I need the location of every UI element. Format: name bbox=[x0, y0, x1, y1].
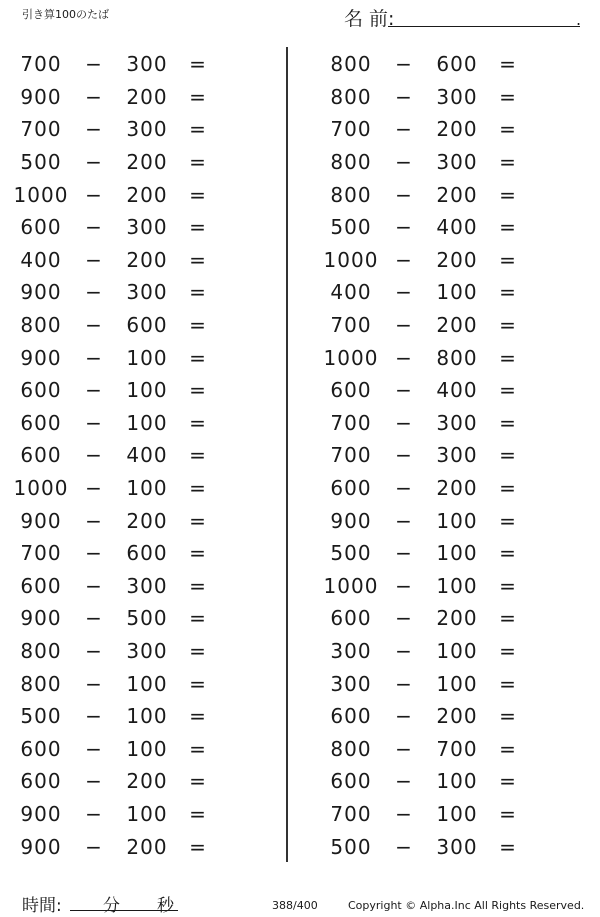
problem-row bbox=[10, 798, 250, 831]
minus-sign: − bbox=[395, 378, 413, 403]
subtrahend: 200 bbox=[436, 313, 478, 338]
equals-sign: = bbox=[189, 150, 207, 175]
equals-sign: = bbox=[499, 801, 517, 826]
minuend: 600 bbox=[330, 606, 372, 631]
minuend: 1000 bbox=[13, 476, 69, 501]
minuend: 600 bbox=[20, 378, 62, 403]
minus-sign: − bbox=[395, 52, 413, 77]
minuend: 600 bbox=[330, 378, 372, 403]
minuend: 600 bbox=[20, 736, 62, 761]
copyright-text: Copyright © Alpha.Inc All Rights Reserved. bbox=[348, 899, 585, 912]
subtrahend: 300 bbox=[126, 215, 168, 240]
equals-sign: = bbox=[189, 117, 207, 142]
minus-sign: − bbox=[85, 671, 103, 696]
minuend: 900 bbox=[20, 508, 62, 533]
minuend: 900 bbox=[20, 84, 62, 109]
equals-sign: = bbox=[499, 150, 517, 175]
equals-sign: = bbox=[499, 573, 517, 598]
problem-row bbox=[10, 146, 250, 179]
minus-sign: − bbox=[85, 476, 103, 501]
equals-sign: = bbox=[189, 52, 207, 77]
minuend: 600 bbox=[20, 769, 62, 794]
problem-row bbox=[320, 504, 560, 537]
subtrahend: 300 bbox=[126, 280, 168, 305]
subtrahend: 100 bbox=[436, 801, 478, 826]
minus-sign: − bbox=[85, 247, 103, 272]
problem-row bbox=[320, 472, 560, 505]
minus-sign: − bbox=[85, 638, 103, 663]
equals-sign: = bbox=[189, 476, 207, 501]
minuend: 500 bbox=[330, 541, 372, 566]
problem-row bbox=[320, 570, 560, 603]
problem-row bbox=[10, 276, 250, 309]
minus-sign: − bbox=[395, 736, 413, 761]
problem-row bbox=[320, 276, 560, 309]
minus-sign: − bbox=[85, 541, 103, 566]
problem-row bbox=[320, 439, 560, 472]
equals-sign: = bbox=[189, 345, 207, 370]
equals-sign: = bbox=[499, 443, 517, 468]
subtrahend: 300 bbox=[436, 443, 478, 468]
subtrahend: 300 bbox=[436, 834, 478, 859]
equals-sign: = bbox=[189, 182, 207, 207]
minuend: 700 bbox=[330, 117, 372, 142]
problem-row bbox=[10, 667, 250, 700]
minuend: 1000 bbox=[323, 247, 379, 272]
subtrahend: 200 bbox=[436, 606, 478, 631]
equals-sign: = bbox=[189, 769, 207, 794]
seconds-label: 秒 bbox=[157, 896, 174, 916]
problem-row bbox=[10, 570, 250, 603]
minus-sign: − bbox=[85, 117, 103, 142]
minuend: 800 bbox=[330, 84, 372, 109]
subtrahend: 100 bbox=[436, 508, 478, 533]
subtrahend: 200 bbox=[436, 182, 478, 207]
problem-row bbox=[320, 374, 560, 407]
subtrahend: 100 bbox=[436, 541, 478, 566]
name-field-line[interactable] bbox=[388, 26, 580, 27]
equals-sign: = bbox=[189, 280, 207, 305]
problem-row bbox=[320, 537, 560, 570]
subtrahend: 600 bbox=[436, 52, 478, 77]
minus-sign: − bbox=[395, 573, 413, 598]
minus-sign: − bbox=[85, 280, 103, 305]
subtrahend: 100 bbox=[126, 671, 168, 696]
problem-row bbox=[320, 81, 560, 114]
subtrahend: 300 bbox=[126, 638, 168, 663]
subtrahend: 200 bbox=[126, 508, 168, 533]
minuend: 800 bbox=[330, 52, 372, 77]
minuend: 600 bbox=[20, 443, 62, 468]
minuend: 700 bbox=[20, 52, 62, 77]
subtrahend: 200 bbox=[126, 834, 168, 859]
subtrahend: 700 bbox=[436, 736, 478, 761]
minus-sign: − bbox=[85, 443, 103, 468]
minus-sign: − bbox=[395, 84, 413, 109]
minuend: 1000 bbox=[13, 182, 69, 207]
minuend: 700 bbox=[20, 117, 62, 142]
subtrahend: 100 bbox=[436, 573, 478, 598]
problem-row bbox=[10, 732, 250, 765]
right-problem-column bbox=[320, 48, 560, 863]
worksheet-title: 引き算100のたば bbox=[22, 8, 109, 21]
problem-row bbox=[320, 48, 560, 81]
column-divider bbox=[286, 47, 288, 862]
problem-row bbox=[10, 830, 250, 863]
equals-sign: = bbox=[499, 52, 517, 77]
equals-sign: = bbox=[499, 345, 517, 370]
minuend: 600 bbox=[330, 476, 372, 501]
minuend: 400 bbox=[20, 247, 62, 272]
subtrahend: 800 bbox=[436, 345, 478, 370]
problem-row bbox=[320, 635, 560, 668]
minus-sign: − bbox=[85, 150, 103, 175]
equals-sign: = bbox=[499, 215, 517, 240]
minus-sign: − bbox=[395, 247, 413, 272]
subtrahend: 100 bbox=[436, 638, 478, 663]
minuend: 1000 bbox=[323, 345, 379, 370]
minuend: 300 bbox=[330, 671, 372, 696]
minus-sign: − bbox=[85, 52, 103, 77]
time-label: 時間: bbox=[22, 896, 62, 916]
minuend: 900 bbox=[20, 345, 62, 370]
subtrahend: 200 bbox=[436, 704, 478, 729]
subtrahend: 200 bbox=[126, 150, 168, 175]
page-number: 388/400 bbox=[272, 899, 318, 912]
problem-row bbox=[320, 341, 560, 374]
minuend: 900 bbox=[20, 801, 62, 826]
minus-sign: − bbox=[395, 182, 413, 207]
name-end-mark: . bbox=[576, 10, 582, 29]
equals-sign: = bbox=[499, 834, 517, 859]
problem-row bbox=[320, 830, 560, 863]
minus-sign: − bbox=[395, 410, 413, 435]
equals-sign: = bbox=[189, 736, 207, 761]
problem-row bbox=[10, 374, 250, 407]
equals-sign: = bbox=[499, 313, 517, 338]
minus-sign: − bbox=[395, 834, 413, 859]
problem-row bbox=[320, 146, 560, 179]
minuend: 800 bbox=[20, 638, 62, 663]
left-problem-column bbox=[10, 48, 250, 863]
minuend: 900 bbox=[20, 280, 62, 305]
minus-sign: − bbox=[395, 215, 413, 240]
minuend: 700 bbox=[20, 541, 62, 566]
equals-sign: = bbox=[189, 313, 207, 338]
minuend: 500 bbox=[20, 704, 62, 729]
subtrahend: 200 bbox=[126, 769, 168, 794]
minus-sign: − bbox=[395, 508, 413, 533]
equals-sign: = bbox=[189, 508, 207, 533]
equals-sign: = bbox=[189, 443, 207, 468]
subtrahend: 200 bbox=[126, 84, 168, 109]
problem-row bbox=[10, 602, 250, 635]
problem-row bbox=[10, 472, 250, 505]
equals-sign: = bbox=[499, 671, 517, 696]
equals-sign: = bbox=[189, 410, 207, 435]
subtrahend: 300 bbox=[436, 410, 478, 435]
minus-sign: − bbox=[85, 378, 103, 403]
equals-sign: = bbox=[189, 606, 207, 631]
subtrahend: 200 bbox=[126, 182, 168, 207]
subtrahend: 300 bbox=[436, 84, 478, 109]
minus-sign: − bbox=[395, 313, 413, 338]
subtrahend: 200 bbox=[436, 247, 478, 272]
subtrahend: 600 bbox=[126, 313, 168, 338]
subtrahend: 400 bbox=[436, 378, 478, 403]
problem-row bbox=[10, 439, 250, 472]
problem-row bbox=[10, 765, 250, 798]
problem-row bbox=[320, 211, 560, 244]
problem-row bbox=[320, 732, 560, 765]
minus-sign: − bbox=[85, 704, 103, 729]
equals-sign: = bbox=[499, 736, 517, 761]
equals-sign: = bbox=[499, 84, 517, 109]
problem-row bbox=[10, 244, 250, 277]
name-label: 名 前: bbox=[344, 8, 395, 30]
subtrahend: 200 bbox=[436, 117, 478, 142]
minuend: 900 bbox=[330, 508, 372, 533]
minus-sign: − bbox=[85, 769, 103, 794]
equals-sign: = bbox=[499, 247, 517, 272]
minuend: 600 bbox=[330, 704, 372, 729]
minus-sign: − bbox=[395, 704, 413, 729]
subtrahend: 100 bbox=[436, 671, 478, 696]
equals-sign: = bbox=[189, 704, 207, 729]
subtrahend: 100 bbox=[436, 769, 478, 794]
equals-sign: = bbox=[499, 410, 517, 435]
equals-sign: = bbox=[499, 704, 517, 729]
minus-sign: − bbox=[85, 215, 103, 240]
equals-sign: = bbox=[189, 378, 207, 403]
minuend: 700 bbox=[330, 801, 372, 826]
minus-sign: − bbox=[395, 117, 413, 142]
subtrahend: 200 bbox=[436, 476, 478, 501]
minuend: 300 bbox=[330, 638, 372, 663]
problem-row bbox=[10, 700, 250, 733]
equals-sign: = bbox=[499, 117, 517, 142]
minus-sign: − bbox=[85, 313, 103, 338]
subtrahend: 100 bbox=[126, 345, 168, 370]
equals-sign: = bbox=[499, 508, 517, 533]
problem-row bbox=[320, 765, 560, 798]
minus-sign: − bbox=[85, 736, 103, 761]
equals-sign: = bbox=[189, 573, 207, 598]
subtrahend: 100 bbox=[126, 704, 168, 729]
minuend: 500 bbox=[20, 150, 62, 175]
problem-row bbox=[10, 178, 250, 211]
equals-sign: = bbox=[499, 769, 517, 794]
problem-row bbox=[320, 407, 560, 440]
equals-sign: = bbox=[189, 84, 207, 109]
minuend: 700 bbox=[330, 410, 372, 435]
minuend: 700 bbox=[330, 313, 372, 338]
minus-sign: − bbox=[395, 638, 413, 663]
minus-sign: − bbox=[85, 410, 103, 435]
minuend: 900 bbox=[20, 606, 62, 631]
minus-sign: − bbox=[85, 606, 103, 631]
problem-row bbox=[10, 407, 250, 440]
problem-row bbox=[320, 602, 560, 635]
minuend: 800 bbox=[330, 150, 372, 175]
equals-sign: = bbox=[189, 671, 207, 696]
subtrahend: 300 bbox=[436, 150, 478, 175]
problem-row bbox=[10, 81, 250, 114]
minuend: 800 bbox=[20, 313, 62, 338]
problem-row bbox=[10, 504, 250, 537]
minuend: 600 bbox=[20, 410, 62, 435]
minus-sign: − bbox=[85, 182, 103, 207]
equals-sign: = bbox=[499, 182, 517, 207]
minus-sign: − bbox=[85, 508, 103, 533]
subtrahend: 100 bbox=[126, 476, 168, 501]
problem-row bbox=[10, 211, 250, 244]
equals-sign: = bbox=[189, 801, 207, 826]
minuend: 1000 bbox=[323, 573, 379, 598]
equals-sign: = bbox=[189, 638, 207, 663]
minutes-label: 分 bbox=[103, 896, 120, 916]
minuend: 600 bbox=[20, 573, 62, 598]
minuend: 500 bbox=[330, 834, 372, 859]
minuend: 900 bbox=[20, 834, 62, 859]
problem-row bbox=[320, 178, 560, 211]
problem-row bbox=[10, 309, 250, 342]
subtrahend: 300 bbox=[126, 52, 168, 77]
subtrahend: 300 bbox=[126, 573, 168, 598]
minuend: 400 bbox=[330, 280, 372, 305]
subtrahend: 100 bbox=[436, 280, 478, 305]
problem-row bbox=[320, 667, 560, 700]
subtrahend: 600 bbox=[126, 541, 168, 566]
subtrahend: 100 bbox=[126, 378, 168, 403]
problem-row bbox=[10, 113, 250, 146]
minuend: 700 bbox=[330, 443, 372, 468]
minus-sign: − bbox=[395, 476, 413, 501]
minus-sign: − bbox=[395, 443, 413, 468]
equals-sign: = bbox=[499, 638, 517, 663]
problem-row bbox=[320, 798, 560, 831]
equals-sign: = bbox=[499, 476, 517, 501]
subtrahend: 100 bbox=[126, 736, 168, 761]
minuend: 500 bbox=[330, 215, 372, 240]
problem-row bbox=[320, 244, 560, 277]
subtrahend: 100 bbox=[126, 801, 168, 826]
minuend: 800 bbox=[330, 736, 372, 761]
equals-sign: = bbox=[499, 280, 517, 305]
problem-row bbox=[320, 113, 560, 146]
equals-sign: = bbox=[499, 606, 517, 631]
subtrahend: 500 bbox=[126, 606, 168, 631]
minuend: 800 bbox=[330, 182, 372, 207]
equals-sign: = bbox=[189, 215, 207, 240]
minus-sign: − bbox=[395, 345, 413, 370]
equals-sign: = bbox=[189, 247, 207, 272]
minus-sign: − bbox=[395, 541, 413, 566]
subtrahend: 100 bbox=[126, 410, 168, 435]
minus-sign: − bbox=[395, 801, 413, 826]
minus-sign: − bbox=[85, 801, 103, 826]
minus-sign: − bbox=[395, 671, 413, 696]
minus-sign: − bbox=[85, 834, 103, 859]
minus-sign: − bbox=[85, 345, 103, 370]
minus-sign: − bbox=[395, 606, 413, 631]
subtrahend: 400 bbox=[126, 443, 168, 468]
subtrahend: 300 bbox=[126, 117, 168, 142]
equals-sign: = bbox=[499, 541, 517, 566]
problem-row bbox=[320, 700, 560, 733]
equals-sign: = bbox=[189, 541, 207, 566]
minuend: 600 bbox=[330, 769, 372, 794]
problem-row bbox=[10, 48, 250, 81]
equals-sign: = bbox=[189, 834, 207, 859]
minus-sign: − bbox=[395, 150, 413, 175]
problem-row bbox=[320, 309, 560, 342]
subtrahend: 200 bbox=[126, 247, 168, 272]
minus-sign: − bbox=[395, 769, 413, 794]
minuend: 800 bbox=[20, 671, 62, 696]
problem-row bbox=[10, 635, 250, 668]
equals-sign: = bbox=[499, 378, 517, 403]
minus-sign: − bbox=[395, 280, 413, 305]
minuend: 600 bbox=[20, 215, 62, 240]
subtrahend: 400 bbox=[436, 215, 478, 240]
problem-row bbox=[10, 341, 250, 374]
problem-row bbox=[10, 537, 250, 570]
minus-sign: − bbox=[85, 573, 103, 598]
minus-sign: − bbox=[85, 84, 103, 109]
